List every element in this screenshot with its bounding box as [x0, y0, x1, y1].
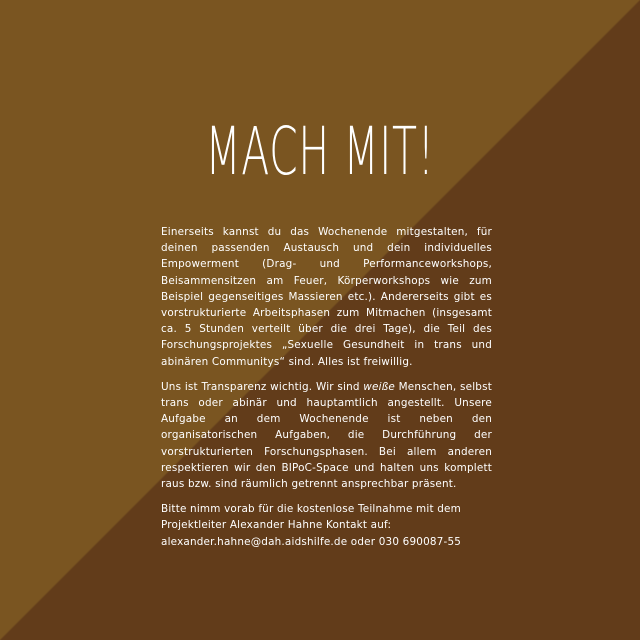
- transparency-text-start: Uns ist Transparenz wichtig. Wir sind: [161, 380, 364, 393]
- transparency-emphasis: weiße: [363, 380, 396, 393]
- contact-email: alexander.hahne@dah.aidshilfe.de: [161, 535, 348, 548]
- contact-phone: 030 690087-55: [378, 535, 462, 548]
- paragraph-contact: [161, 501, 492, 550]
- transparency-text-end: Menschen, selbst trans oder abinär und hauptamtlich angestellt. Unsere Aufgabe an dem Wochenende ist neben den organisatorischen Aufgaben, die Durchführung der vorstrukturierten Forschungsphasen. Bei allem anderen respektieren wir den BIPoC-Space und halten uns komplett raus bzw. sind räumlich getrennt ansprechbar präsent.: [161, 380, 492, 491]
- page-title: MACH MIT!: [205, 113, 435, 190]
- contact-text: Bitte nimm vorab für die kostenlose Teilnahme mit dem Projektleiter Alexander Hahne Kontakt auf:: [161, 503, 461, 532]
- contact-connector: oder: [347, 535, 379, 548]
- body-text: [161, 224, 492, 550]
- paragraph-transparency: [161, 379, 492, 492]
- paragraph-participation: Einerseits kannst du das Wochenende mitgestalten, für deinen passenden Austausch und dein individuelles Empowerment (Drag- und Performanceworkshops, Beisammensitzen am Feuer, Körperworkshops wie zum Beispiel gegenseitiges Massieren etc.). Andererseits gibt es vorstrukturierte Arbeitsphasen zum Mitmachen (insgesamt ca. 5 Stunden verteilt über die drei Tage), die Teil des Forschungsprojektes „Sexuelle Gesundheit in trans und abinären Communitys“ sind. Alles ist freiwillig.: [161, 226, 492, 368]
